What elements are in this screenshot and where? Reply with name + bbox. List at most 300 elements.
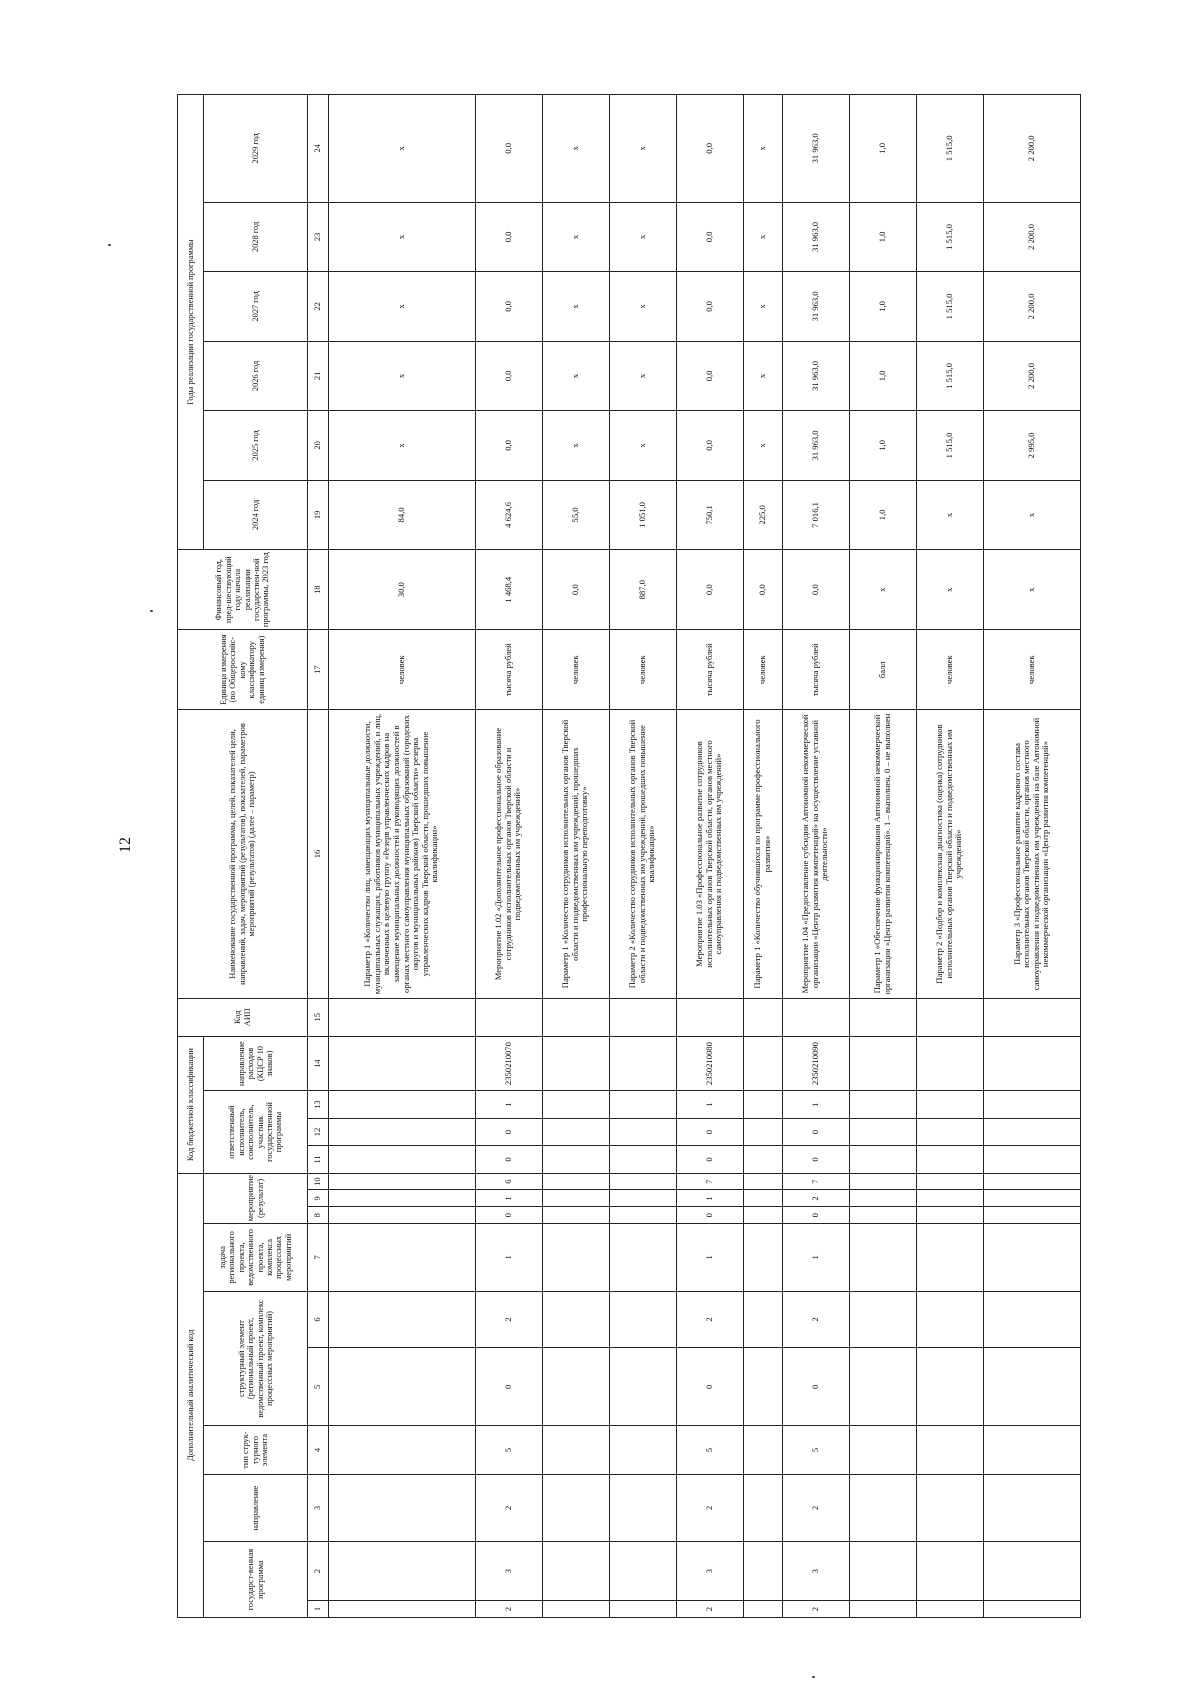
cell-code-aip-code [743, 998, 782, 1036]
cell-year-value: x [542, 202, 609, 272]
cell-year-value: 0,0 [475, 411, 542, 481]
header-base-year: Финансовый год, пред-шествующий году начала реализации государствен-ной программы, 2023 год [178, 550, 308, 630]
cell-code-executor-c [743, 1091, 782, 1118]
cell-code-program [609, 1601, 676, 1618]
cell-code-task [609, 1224, 676, 1291]
cell-code-measure-c [328, 1173, 475, 1190]
cell-code-measure-b: 2 [782, 1190, 849, 1207]
cell-code-executor-b: 0 [475, 1118, 542, 1145]
column-number: 13 [308, 1091, 329, 1118]
cell-year-value: 1,0 [849, 411, 916, 481]
cell-code-struct-elem-b [609, 1291, 676, 1348]
cell-code-aip-code [676, 998, 743, 1036]
cell-name: Мероприятие 1.02 «Дополнительное профессиональное образование сотрудников исполнительных органов Тверской области и подведомственных им учреждений» [475, 710, 542, 999]
column-number: 4 [308, 1426, 329, 1474]
table-row [983, 95, 1080, 1618]
cell-code-measure-a [916, 1207, 983, 1224]
cell-code-expense-code [983, 1036, 1080, 1091]
cell-code-executor-a: 0 [782, 1146, 849, 1173]
column-number: 24 [308, 95, 329, 203]
cell-year-value: 1 515,0 [916, 272, 983, 342]
cell-year-value: x [542, 272, 609, 342]
cell-name: Параметр 2 «Количество сотрудников исполнительных органов Тверской области и подведомственных им учреждений, прошедших повышение квалификации» [609, 710, 676, 999]
table-row [782, 95, 849, 1618]
cell-code-direction [609, 1474, 676, 1541]
cell-code-task [328, 1224, 475, 1291]
cell-year-value: 31 963,0 [782, 411, 849, 481]
cell-year-value: 0,0 [676, 95, 743, 203]
cell-unit: человек [542, 630, 609, 710]
cell-code-struct-elem-a: 0 [475, 1348, 542, 1426]
cell-year-value: 1,0 [849, 202, 916, 272]
cell-year-value: 1 515,0 [916, 411, 983, 481]
cell-code-program [743, 1601, 782, 1618]
cell-code-executor-a [542, 1146, 609, 1173]
cell-year-value: x [609, 272, 676, 342]
cell-code-measure-a [609, 1207, 676, 1224]
cell-code-expense-code [328, 1036, 475, 1091]
cell-year-value: 2 200,0 [983, 272, 1080, 342]
cell-code-task [743, 1224, 782, 1291]
cell-code-program-sub: 3 [676, 1542, 743, 1601]
scan-speck [150, 610, 153, 612]
header-year: 2029 год [204, 95, 308, 203]
column-number: 6 [308, 1291, 329, 1348]
cell-code-program-sub [983, 1542, 1080, 1601]
column-number: 23 [308, 202, 329, 272]
cell-year-value: x [542, 411, 609, 481]
column-number: 19 [308, 480, 329, 550]
cell-code-struct-elem-b [849, 1291, 916, 1348]
cell-code-struct-type: 5 [676, 1426, 743, 1474]
cell-year-value: 31 963,0 [782, 272, 849, 342]
cell-code-direction: 2 [782, 1474, 849, 1541]
cell-year-value: 55,0 [542, 480, 609, 550]
cell-base-value: 0,0 [676, 550, 743, 630]
cell-code-expense-code [916, 1036, 983, 1091]
cell-code-executor-a [983, 1146, 1080, 1173]
cell-base-value: 0,0 [782, 550, 849, 630]
cell-code-program: 2 [475, 1601, 542, 1618]
cell-base-value: x [983, 550, 1080, 630]
cell-year-value: 31 963,0 [782, 202, 849, 272]
cell-code-program-sub [328, 1542, 475, 1601]
cell-code-program-sub: 3 [475, 1542, 542, 1601]
cell-code-program [916, 1601, 983, 1618]
cell-code-struct-type: 5 [475, 1426, 542, 1474]
header-measure: мероприятие (результат) [204, 1173, 308, 1224]
cell-year-value: 0,0 [475, 272, 542, 342]
cell-code-struct-elem-b [916, 1291, 983, 1348]
cell-code-aip-code [849, 998, 916, 1036]
cell-code-task [916, 1224, 983, 1291]
cell-code-struct-elem-a [743, 1348, 782, 1426]
cell-year-value: x [542, 341, 609, 411]
cell-code-struct-type [609, 1426, 676, 1474]
cell-code-struct-elem-b [983, 1291, 1080, 1348]
cell-code-aip-code [983, 998, 1080, 1036]
cell-code-struct-type [849, 1426, 916, 1474]
cell-code-executor-a [849, 1146, 916, 1173]
cell-code-program-sub [849, 1542, 916, 1601]
cell-code-struct-elem-a: 0 [676, 1348, 743, 1426]
header-expense: направление расходов (КЦСР 10 знаков) [204, 1036, 308, 1091]
cell-code-direction [542, 1474, 609, 1541]
cell-code-struct-elem-b: 2 [782, 1291, 849, 1348]
cell-unit: человек [609, 630, 676, 710]
cell-year-value: x [609, 95, 676, 203]
cell-year-value: 2 200,0 [983, 95, 1080, 203]
cell-code-struct-type [743, 1426, 782, 1474]
cell-code-measure-c [983, 1173, 1080, 1190]
cell-year-value: x [916, 480, 983, 550]
cell-unit: тысяча рублей [475, 630, 542, 710]
cell-code-program-sub [609, 1542, 676, 1601]
cell-code-executor-c [609, 1091, 676, 1118]
cell-unit: человек [743, 630, 782, 710]
column-number: 15 [308, 998, 329, 1036]
cell-year-value: 1,0 [849, 95, 916, 203]
cell-code-measure-a [983, 1207, 1080, 1224]
cell-code-measure-c: 7 [676, 1173, 743, 1190]
cell-code-direction: 2 [475, 1474, 542, 1541]
cell-year-value: 31 963,0 [782, 95, 849, 203]
cell-code-program: 2 [782, 1601, 849, 1618]
header-year: 2024 год [204, 480, 308, 550]
cell-code-measure-b [743, 1190, 782, 1207]
cell-code-measure-b [328, 1190, 475, 1207]
cell-code-executor-a: 0 [475, 1146, 542, 1173]
header-year: 2025 год [204, 411, 308, 481]
cell-code-task [983, 1224, 1080, 1291]
cell-code-executor-b [849, 1118, 916, 1145]
cell-code-struct-elem-a [983, 1348, 1080, 1426]
header-years-group: Годы реализации государственной программы [178, 95, 204, 550]
cell-code-executor-b [916, 1118, 983, 1145]
cell-year-value: 84,0 [328, 480, 475, 550]
column-number: 5 [308, 1348, 329, 1426]
cell-name: Параметр 1 «Количество лиц, замещающих муниципальные должности, муниципальных служащих, работников муниципальных учреждений, и лиц, включенных в целевую группу «Резерв управленческих кадров на замещение муниципальных должностей и руководящих должностей в органах местного самоуправления муниципальных образований (городских округов и муниципальных районов) Тверской области» резерва управленческих кадров Тверской области, прошедших повышение квалификации» [328, 710, 475, 999]
cell-code-measure-b: 1 [676, 1190, 743, 1207]
cell-year-value: 225,0 [743, 480, 782, 550]
cell-year-value: 0,0 [676, 341, 743, 411]
cell-code-program-sub [743, 1542, 782, 1601]
cell-year-value: 0,0 [475, 341, 542, 411]
cell-code-direction [983, 1474, 1080, 1541]
cell-name: Мероприятие 1.04 «Предоставление субсидии Автономной некоммерческой организации «Центр развития компетенций» на осуществление уставной деятельности» [782, 710, 849, 999]
cell-code-executor-c [542, 1091, 609, 1118]
column-number: 11 [308, 1146, 329, 1173]
cell-code-direction [328, 1474, 475, 1541]
cell-code-aip-code [782, 998, 849, 1036]
table-row [475, 95, 542, 1618]
cell-year-value: x [743, 95, 782, 203]
cell-code-direction: 2 [676, 1474, 743, 1541]
cell-year-value: x [328, 341, 475, 411]
cell-code-measure-a: 0 [676, 1207, 743, 1224]
cell-code-task [849, 1224, 916, 1291]
cell-name: Параметр 1 «Обеспечение функционирования Автономной некоммерческой организации «Центр развития компетенций». 1 – выполнен, 0 – не выполнен [849, 710, 916, 999]
column-number-row [308, 95, 329, 1618]
cell-code-measure-a: 0 [782, 1207, 849, 1224]
cell-code-measure-b: 1 [475, 1190, 542, 1207]
cell-code-executor-a [328, 1146, 475, 1173]
cell-year-value: 1 515,0 [916, 202, 983, 272]
cell-unit: человек [328, 630, 475, 710]
cell-code-direction [849, 1474, 916, 1541]
column-number: 7 [308, 1224, 329, 1291]
cell-year-value: 0,0 [475, 202, 542, 272]
cell-unit: человек [983, 630, 1080, 710]
cell-year-value: x [743, 272, 782, 342]
table-row [676, 95, 743, 1618]
cell-name: Параметр 1 «Количество обучившихся по программе профессионального развития» [743, 710, 782, 999]
cell-code-aip-code [542, 998, 609, 1036]
cell-base-value: 0,0 [743, 550, 782, 630]
table-row [916, 95, 983, 1618]
cell-year-value: x [328, 272, 475, 342]
header-year: 2027 год [204, 272, 308, 342]
table-row [328, 95, 475, 1618]
program-table [177, 94, 1081, 1618]
column-number: 9 [308, 1190, 329, 1207]
cell-year-value: 2 995,0 [983, 411, 1080, 481]
header-program: государст-венная программа [204, 1542, 308, 1618]
cell-year-value: x [609, 411, 676, 481]
cell-code-executor-b [983, 1118, 1080, 1145]
cell-base-value: 0,0 [542, 550, 609, 630]
cell-year-value: 750,1 [676, 480, 743, 550]
cell-code-executor-b: 0 [782, 1118, 849, 1145]
column-number: 1 [308, 1601, 329, 1618]
cell-unit: тысяча рублей [676, 630, 743, 710]
cell-code-executor-b [743, 1118, 782, 1145]
cell-code-struct-type [916, 1426, 983, 1474]
cell-year-value: 1 515,0 [916, 95, 983, 203]
header-unit: Единица измерения (по Общероссийс-кому классификатору единиц измерения) [178, 630, 308, 710]
column-number: 20 [308, 411, 329, 481]
cell-code-measure-b [916, 1190, 983, 1207]
cell-code-task: 1 [676, 1224, 743, 1291]
cell-code-program [983, 1601, 1080, 1618]
cell-year-value: x [328, 411, 475, 481]
cell-name: Параметр 2 «Подбор и комплексная диагностика (оценка) сотрудников исполнительных органов Тверской области и подведомственных им учреждений» [916, 710, 983, 999]
cell-year-value: 4 624,6 [475, 480, 542, 550]
cell-code-measure-a [849, 1207, 916, 1224]
cell-year-value: x [542, 95, 609, 203]
cell-code-executor-c: 1 [676, 1091, 743, 1118]
cell-year-value: 0,0 [676, 202, 743, 272]
cell-base-value: 30,0 [328, 550, 475, 630]
cell-name: Параметр 1 «Количество сотрудников исполнительных органов Тверской области и подведомственных им учреждений, прошедших профессиональную переподготовку» [542, 710, 609, 999]
cell-year-value: x [609, 341, 676, 411]
cell-year-value: x [328, 202, 475, 272]
cell-code-program-sub [916, 1542, 983, 1601]
header-task: задача регионального проекта, ведомственного проекта, комплекса процессных мероприятий [204, 1224, 308, 1291]
cell-code-executor-b [542, 1118, 609, 1145]
table-row [849, 95, 916, 1618]
cell-year-value: x [743, 202, 782, 272]
cell-code-executor-c [849, 1091, 916, 1118]
cell-code-expense-code: 2350210070 [475, 1036, 542, 1091]
cell-code-struct-elem-b: 2 [676, 1291, 743, 1348]
cell-year-value: 1 515,0 [916, 341, 983, 411]
cell-year-value: x [743, 341, 782, 411]
cell-year-value: 2 200,0 [983, 341, 1080, 411]
cell-unit: тысяча рублей [782, 630, 849, 710]
cell-base-value: 887,0 [609, 550, 676, 630]
cell-base-value: x [849, 550, 916, 630]
cell-code-program [849, 1601, 916, 1618]
cell-code-measure-a [743, 1207, 782, 1224]
cell-code-struct-elem-b [328, 1291, 475, 1348]
cell-year-value: 1,0 [849, 341, 916, 411]
cell-base-value: 1 468,4 [475, 550, 542, 630]
cell-name: Мероприятие 1.03 «Профессиональное развитие сотрудников исполнительных органов Тверской области, органов местного самоуправления и подведомственных им учреждений» [676, 710, 743, 999]
cell-code-direction [743, 1474, 782, 1541]
cell-code-executor-b [328, 1118, 475, 1145]
header-struct-type: тип струк-турного элемента [204, 1426, 308, 1474]
cell-code-task: 1 [782, 1224, 849, 1291]
cell-unit: человек [916, 630, 983, 710]
column-number: 2 [308, 1542, 329, 1601]
header-name: Наименование государственной программы, целей, показателей цели, направлений, задач, мероприятий (результатов), показателей, параметров мероприятий (результатов) (далее – параметр) [178, 710, 308, 999]
cell-code-executor-a [743, 1146, 782, 1173]
cell-code-program: 2 [676, 1601, 743, 1618]
header-direction: направление [204, 1474, 308, 1541]
cell-code-task: 1 [475, 1224, 542, 1291]
column-number: 12 [308, 1118, 329, 1145]
cell-code-direction [916, 1474, 983, 1541]
cell-code-struct-elem-a [542, 1348, 609, 1426]
cell-code-struct-elem-a [328, 1348, 475, 1426]
cell-code-aip-code [475, 998, 542, 1036]
cell-code-executor-a: 0 [676, 1146, 743, 1173]
cell-year-value: x [743, 411, 782, 481]
cell-code-executor-a [609, 1146, 676, 1173]
column-number: 18 [308, 550, 329, 630]
cell-code-program-sub: 3 [782, 1542, 849, 1601]
cell-code-measure-b [983, 1190, 1080, 1207]
cell-year-value: 1,0 [849, 480, 916, 550]
header-struct-elem: структурный элемент (региональный проект, ведомственный проект, комплекс процессных мероприятий) [204, 1291, 308, 1426]
table-row [542, 95, 609, 1618]
column-number: 10 [308, 1173, 329, 1190]
cell-code-aip-code [328, 998, 475, 1036]
column-number: 3 [308, 1474, 329, 1541]
cell-code-executor-c [328, 1091, 475, 1118]
column-number: 21 [308, 341, 329, 411]
header-year: 2026 год [204, 341, 308, 411]
column-number: 17 [308, 630, 329, 710]
cell-code-measure-c [609, 1173, 676, 1190]
header-year: 2028 год [204, 202, 308, 272]
cell-year-value: x [983, 480, 1080, 550]
cell-code-executor-c [916, 1091, 983, 1118]
cell-code-measure-a: 0 [475, 1207, 542, 1224]
cell-year-value: 0,0 [676, 272, 743, 342]
cell-code-measure-c [849, 1173, 916, 1190]
cell-code-struct-type: 5 [782, 1426, 849, 1474]
cell-code-struct-elem-a [609, 1348, 676, 1426]
cell-code-measure-c [916, 1173, 983, 1190]
table-row [609, 95, 676, 1618]
column-number: 14 [308, 1036, 329, 1091]
cell-year-value: 31 963,0 [782, 341, 849, 411]
cell-code-struct-elem-b [743, 1291, 782, 1348]
header-analytic-code: Дополнительный аналитический код [178, 1173, 204, 1617]
cell-code-measure-b [609, 1190, 676, 1207]
cell-code-executor-b [609, 1118, 676, 1145]
page-number: 12 [117, 837, 134, 853]
cell-year-value: 2 200,0 [983, 202, 1080, 272]
cell-code-measure-c: 6 [475, 1173, 542, 1190]
cell-code-measure-c [743, 1173, 782, 1190]
cell-code-struct-elem-a [849, 1348, 916, 1426]
cell-year-value: x [328, 95, 475, 203]
cell-code-struct-type [983, 1426, 1080, 1474]
rotated-table-container [177, 94, 1081, 1618]
cell-code-executor-c: 1 [475, 1091, 542, 1118]
header-budget-code: Код бюджетной классификации [178, 1036, 204, 1173]
cell-code-measure-a [542, 1207, 609, 1224]
cell-year-value: 1,0 [849, 272, 916, 342]
cell-code-struct-type [542, 1426, 609, 1474]
cell-year-value: 0,0 [475, 95, 542, 203]
cell-code-expense-code [743, 1036, 782, 1091]
header-executor: ответственный исполнитель, соисполнитель, участник государственной программы [204, 1091, 308, 1173]
cell-year-value: x [609, 202, 676, 272]
cell-year-value: 0,0 [676, 411, 743, 481]
cell-code-executor-a [916, 1146, 983, 1173]
cell-base-value: x [916, 550, 983, 630]
cell-code-struct-elem-a: 0 [782, 1348, 849, 1426]
cell-code-executor-c [983, 1091, 1080, 1118]
cell-code-expense-code: 2350210090 [782, 1036, 849, 1091]
cell-code-program [328, 1601, 475, 1618]
cell-code-program-sub [542, 1542, 609, 1601]
scan-speck [812, 1676, 815, 1678]
cell-code-struct-type [328, 1426, 475, 1474]
cell-code-task [542, 1224, 609, 1291]
column-number: 16 [308, 710, 329, 999]
cell-code-aip-code [609, 998, 676, 1036]
cell-code-measure-b [849, 1190, 916, 1207]
scan-speck [108, 244, 111, 246]
cell-code-executor-b: 0 [676, 1118, 743, 1145]
cell-code-struct-elem-b: 2 [475, 1291, 542, 1348]
cell-code-expense-code [849, 1036, 916, 1091]
cell-code-program [542, 1601, 609, 1618]
cell-code-expense-code: 2350210080 [676, 1036, 743, 1091]
cell-code-aip-code [916, 998, 983, 1036]
cell-code-expense-code [609, 1036, 676, 1091]
table-row [743, 95, 782, 1618]
cell-year-value: 7 016,1 [782, 480, 849, 550]
column-number: 22 [308, 272, 329, 342]
cell-code-measure-b [542, 1190, 609, 1207]
cell-code-measure-c: 7 [782, 1173, 849, 1190]
column-number: 8 [308, 1207, 329, 1224]
cell-code-expense-code [542, 1036, 609, 1091]
cell-unit: балл [849, 630, 916, 710]
header-aip-code: Код АИП [178, 998, 308, 1036]
cell-code-measure-c [542, 1173, 609, 1190]
cell-code-struct-elem-b [542, 1291, 609, 1348]
cell-code-measure-a [328, 1207, 475, 1224]
cell-year-value: 1 051,0 [609, 480, 676, 550]
cell-code-struct-elem-a [916, 1348, 983, 1426]
